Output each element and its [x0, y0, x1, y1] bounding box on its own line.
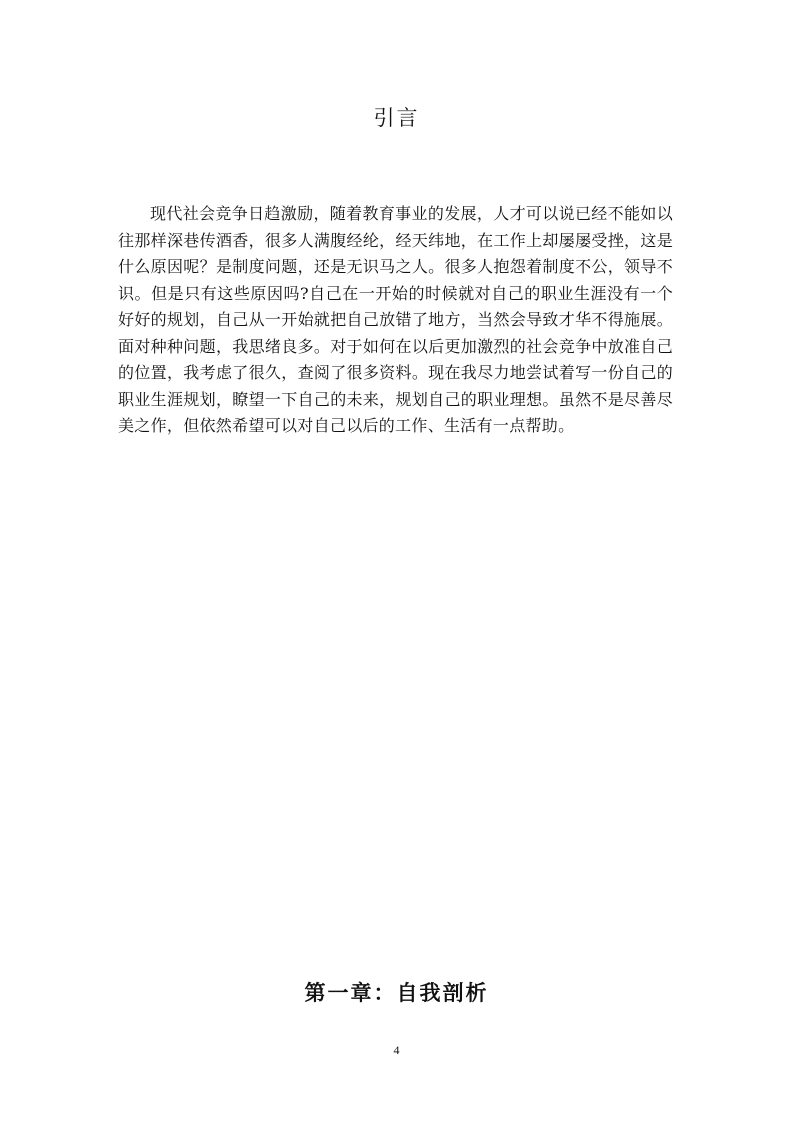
page-number: 4: [393, 1043, 400, 1057]
chapter-heading: 第一章：自我剖析: [304, 981, 489, 1005]
intro-heading: 引言: [373, 106, 420, 130]
intro-paragraph: 现代社会竞争日趋激励，随着教育事业的发展，人才可以说已经不能如以往那样深巷传酒香，很多人满腹经纶，经天纬地，在工作上却屡屡受挫，这是什么原因呢？是制度问题，还是无识马之人。很多人抱怨着制度不公，领导不识。但是只有这些原因吗?自己在一开始的时候就对自己的职业生涯没有一个好好的规划，自己从一开始就把自己放错了地方，当然会导致才华不得施展。面对种种问题，我思绪良多。对于如何在以后更加激烈的社会竞争中放准自己的位置，我考虑了很久，查阅了很多资料。现在我尽力地尝试着写一份自己的职业生涯规划，瞭望一下自己的未来，规划自己的职业理想。虽然不是尽善尽美之作，但依然希望可以对自己以后的工作、生活有一点帮助。: [118, 204, 673, 435]
